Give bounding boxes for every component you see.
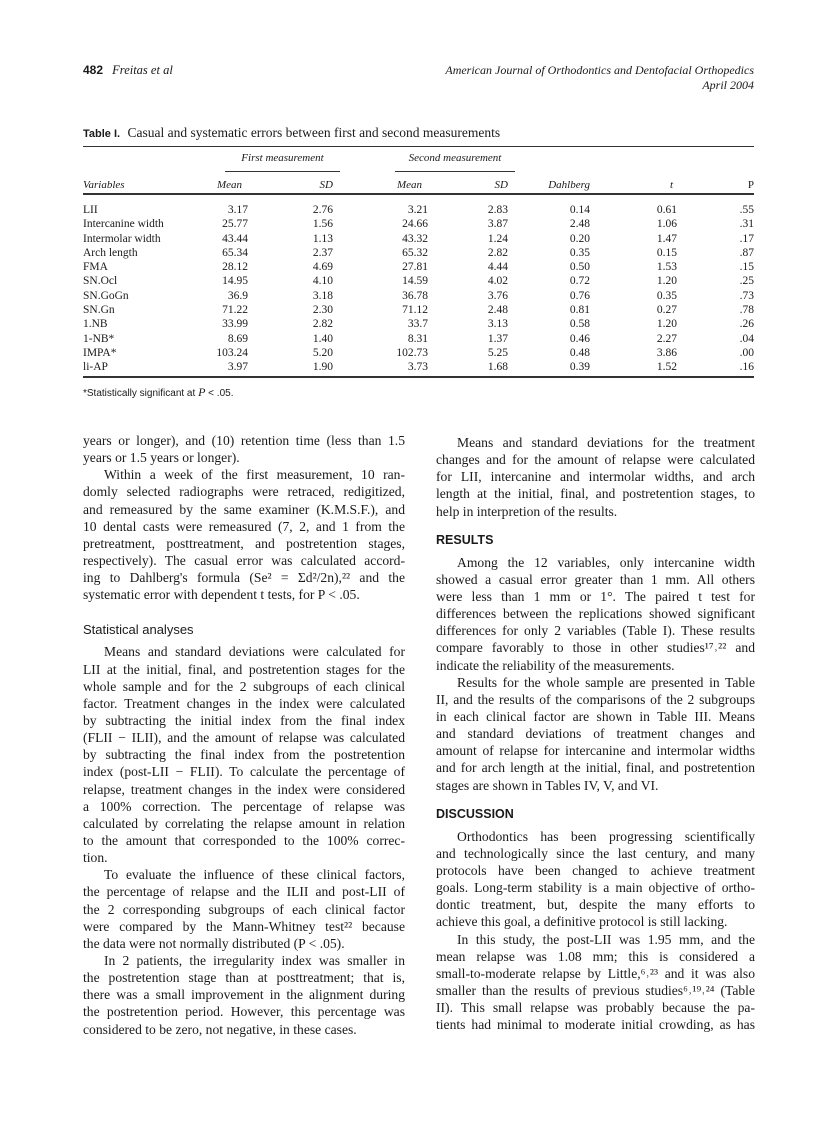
value-cell: 1.24	[487, 232, 508, 245]
left-text-column	[83, 432, 405, 1038]
paragraph	[436, 828, 755, 931]
text-line: 10 dental casts were remeasured (7, 2, and 1 from the	[83, 518, 405, 534]
text-line: the postretention period. However, this percentage was	[83, 1004, 405, 1020]
variable-name-cell: IMPA*	[83, 346, 117, 359]
variable-name-cell: 1.NB	[83, 318, 108, 331]
table-row	[83, 317, 754, 331]
value-cell: 1.37	[487, 332, 508, 345]
text-line: for LII, intercanine and intermolar widths, and arch	[436, 469, 755, 485]
value-cell: 5.20	[312, 346, 333, 359]
paragraph	[83, 866, 405, 952]
text-line: Within a week of the first measurement, 10 ran-	[104, 467, 405, 483]
footnote-suffix: < .05.	[205, 388, 234, 399]
table-bottom-rule	[83, 376, 754, 378]
value-cell: 0.35	[656, 289, 677, 302]
group-header-second-rule	[395, 171, 515, 172]
journal-name: American Journal of Orthodontics and Dentofacial Orthopedics	[445, 63, 754, 77]
text-line: considered to be zero, not negative, in these cases.	[83, 1021, 357, 1037]
paragraph	[83, 952, 405, 1038]
variable-name-cell: SN.Gn	[83, 304, 115, 317]
variable-name-cell: Intercanine width	[83, 218, 164, 231]
value-cell: 2.82	[487, 246, 508, 259]
value-cell: 1.68	[487, 361, 508, 374]
text-line: pretreatment, posttreatment, and postretention stages,	[83, 535, 405, 551]
text-line: compare favorably to those in other studies¹⁷˒²² and	[436, 640, 755, 656]
text-line: (FLII − ILII), and the amount of relapse was calculated	[83, 730, 405, 746]
value-cell: 3.18	[312, 289, 333, 302]
value-cell: 43.32	[402, 232, 428, 245]
value-cell: 2.30	[312, 304, 333, 317]
value-cell: 1.20	[656, 318, 677, 331]
text-line: dontic treatment, but, despite the many efforts to	[436, 897, 755, 913]
text-line: goals. Long-term stability is a main objective of ortho-	[436, 880, 755, 896]
text-line: small-to-moderate relapse by Little,⁶˒²³ and it was also	[436, 965, 755, 981]
value-cell: 24.66	[402, 218, 428, 231]
text-line: length at the initial, final, and postretention stages, to	[436, 486, 755, 502]
value-cell: 0.76	[569, 289, 590, 302]
footnote-p: P	[198, 385, 206, 399]
variable-name-cell: Arch length	[83, 246, 138, 259]
text-line: respectively). The casual error was calculated accord-	[83, 552, 405, 568]
text-line: in each clinical factor are shown in Table III. Means	[436, 708, 755, 724]
text-line: were compared by the Mann-Whitney test²² because	[83, 918, 405, 934]
variable-name-cell: Intermolar width	[83, 232, 161, 245]
table-row	[83, 289, 754, 303]
value-cell: 0.14	[569, 204, 590, 216]
value-cell: 0.39	[569, 361, 590, 374]
value-cell: 2.48	[487, 304, 508, 317]
value-cell: 5.25	[487, 346, 508, 359]
table-row	[83, 332, 754, 346]
paragraph	[83, 466, 405, 603]
text-line: tion.	[83, 850, 108, 866]
value-cell: 14.59	[402, 275, 428, 288]
column-header: Dahlberg	[548, 179, 590, 191]
text-line: there was a small improvement in the alignment during	[83, 987, 405, 1003]
value-cell: 1.90	[312, 361, 333, 374]
value-cell: 1.47	[656, 232, 677, 245]
text-line: Means and standard deviations were calculated for	[104, 644, 405, 660]
text-line: relapse, treatment changes in the index were considered	[83, 781, 405, 797]
text-line: tients had minimal to moderate initial crowding, as has	[436, 1017, 755, 1033]
table-row	[83, 260, 754, 274]
value-cell: 103.24	[216, 346, 248, 359]
text-line: the postretention stage than at posttreatment; that is,	[83, 970, 405, 986]
running-head-left	[83, 63, 173, 78]
text-line: calculated by correlating the relapse amount in relation	[83, 815, 405, 831]
value-cell: 1.06	[656, 218, 677, 231]
section-heading: RESULTS	[436, 532, 494, 547]
text-line: were less than 1 mm or 1°. The paired t test for	[436, 588, 755, 604]
value-cell: 0.20	[569, 232, 590, 245]
running-head-right	[445, 63, 754, 93]
variable-name-cell: LII	[83, 204, 98, 216]
text-line: domly selected radiographs were retraced, redigitized,	[83, 484, 405, 500]
text-line: LII at the initial, final, and postretention stages for the	[83, 661, 405, 677]
value-cell: 0.72	[569, 275, 590, 288]
value-cell: 1.56	[312, 218, 333, 231]
text-line: II). This small relapse was probably because the pa-	[436, 1000, 755, 1016]
text-line: to the amount that corresponded to the 100% correc-	[83, 832, 405, 848]
value-cell: .04	[739, 332, 754, 345]
table-label: Table I.	[83, 128, 121, 140]
value-cell: 36.9	[227, 289, 248, 302]
value-cell: .16	[739, 361, 754, 374]
value-cell: .26	[739, 318, 754, 331]
table-row	[83, 217, 754, 231]
value-cell: 14.95	[222, 275, 248, 288]
value-cell: 0.48	[569, 346, 590, 359]
text-line: and technologically since the last century, and many	[436, 845, 755, 861]
value-cell: 0.35	[569, 246, 590, 259]
value-cell: .87	[739, 246, 754, 259]
page-number: 482	[83, 63, 104, 77]
value-cell: 28.12	[222, 261, 248, 274]
text-line: the data were not normally distributed (P < .05).	[83, 935, 345, 951]
column-header: SD	[494, 179, 508, 191]
value-cell: 2.82	[312, 318, 333, 331]
value-cell: 71.22	[222, 304, 248, 317]
text-line: showed a casual error greater than 1 mm. All others	[436, 571, 755, 587]
text-line: ing to Dahlberg's formula (Se² = Σd²/2n),²² and the	[83, 570, 405, 586]
value-cell: 3.21	[407, 204, 428, 216]
value-cell: 4.10	[312, 275, 333, 288]
value-cell: 1.20	[656, 275, 677, 288]
footnote-text: *Statistically significant at	[83, 388, 199, 399]
table-row	[83, 303, 754, 317]
column-header: Mean	[216, 179, 242, 191]
text-line: years or 1.5 years or longer).	[83, 450, 240, 466]
value-cell: 3.97	[227, 361, 248, 374]
text-line: help in interpretion of the results.	[436, 503, 618, 519]
value-cell: .00	[739, 346, 754, 359]
value-cell: 36.78	[402, 289, 428, 302]
value-cell: 27.81	[402, 261, 428, 274]
value-cell: .73	[739, 289, 754, 302]
text-line: achieve this goal, a definitive protocol is still lacking.	[436, 914, 728, 930]
value-cell: 1.13	[312, 232, 333, 245]
value-cell: 1.52	[656, 361, 677, 374]
text-line: In 2 patients, the irregularity index was smaller in	[104, 952, 405, 968]
paragraph	[436, 931, 755, 1034]
value-cell: 33.99	[222, 318, 248, 331]
paragraph	[436, 554, 755, 674]
value-cell: 0.50	[569, 261, 590, 274]
paragraph	[436, 674, 755, 794]
right-text-column	[436, 434, 755, 1033]
variable-name-cell: SN.GoGn	[83, 289, 129, 302]
value-cell: 33.7	[407, 318, 428, 331]
column-header: Mean	[396, 179, 422, 191]
value-cell: 0.46	[569, 332, 590, 345]
variable-name-cell: SN.Ocl	[83, 275, 118, 288]
value-cell: .25	[739, 275, 754, 288]
text-line: II, and the results of the comparisons of the 2 subgroups	[436, 691, 755, 707]
text-line: index (post-LII − FLII). To calculate the percentage of	[83, 764, 405, 780]
value-cell: 1.53	[656, 261, 677, 274]
table-title: Casual and systematic errors between first and second measurements	[127, 125, 501, 140]
group-header-second: Second measurement	[408, 152, 502, 164]
text-line: protocols have been changed to achieve treatment	[436, 862, 755, 878]
paragraph	[83, 643, 405, 866]
value-cell: 3.73	[407, 361, 428, 374]
value-cell: 65.32	[402, 246, 428, 259]
value-cell: .78	[739, 304, 754, 317]
table-row	[83, 360, 754, 374]
value-cell: 3.17	[227, 204, 248, 216]
column-header: Variables	[83, 179, 125, 191]
value-cell: 0.15	[656, 246, 677, 259]
table-header-rule	[83, 193, 754, 195]
section-heading: Statistical analyses	[83, 622, 194, 638]
paragraph	[83, 432, 405, 466]
group-header-first-rule	[225, 171, 340, 172]
variable-name-cell: li-AP	[83, 361, 108, 374]
section-heading: DISCUSSION	[436, 806, 514, 821]
text-line: changes and for the amount of relapse were calculated	[436, 452, 755, 468]
value-cell: 4.44	[487, 261, 508, 274]
value-cell: 2.27	[656, 332, 677, 345]
text-line: Orthodontics has been progressing scientifically	[457, 828, 755, 844]
value-cell: 4.02	[487, 275, 508, 288]
text-line: Among the 12 variables, only intercanine width	[457, 554, 755, 570]
value-cell: 0.58	[569, 318, 590, 331]
table-row	[83, 194, 754, 217]
value-cell: 25.77	[222, 218, 248, 231]
variable-name-cell: 1-NB*	[83, 332, 115, 345]
text-line: In this study, the post-LII was 1.95 mm, and the	[457, 931, 755, 947]
variable-name-cell: FMA	[83, 261, 108, 274]
text-line: smaller than the results of previous studies⁶˒¹⁹˒²⁴ (Table	[436, 982, 755, 998]
text-line: and remeasured by the same examiner (K.M.S.F.), and	[83, 501, 405, 517]
text-line: by subtracting the final index from the postretention	[83, 747, 405, 763]
text-line: mean relapse was 1.08 mm; this is considered a	[436, 948, 755, 964]
text-line: by subtracting the initial index from the final index	[83, 712, 405, 728]
errors-table	[83, 176, 754, 375]
value-cell: 3.13	[487, 318, 508, 331]
issue-date: April 2004	[702, 78, 754, 92]
text-line: Means and standard deviations for the treatment	[457, 435, 755, 450]
value-cell: 43.44	[222, 232, 248, 245]
text-line: indicate the reliability of the measurements.	[436, 657, 675, 673]
text-line: factor. Treatment changes in the index were calculated	[83, 695, 405, 711]
value-cell: .55	[739, 204, 754, 216]
value-cell: .31	[739, 218, 754, 231]
text-line: and standard deviations of treatment changes and	[436, 726, 755, 742]
text-line: a 100% correction. The percentage of relapse was	[83, 798, 405, 814]
value-cell: 1.40	[312, 332, 333, 345]
value-cell: 2.48	[569, 218, 590, 231]
text-line: the percentage of relapse and the ILII and post-LII of	[83, 884, 405, 900]
text-line: To evaluate the influence of these clinical factors,	[104, 867, 405, 883]
text-line: amount of relapse for intercanine and intermolar widths	[436, 743, 755, 759]
value-cell: 0.81	[569, 304, 590, 317]
text-line: stages are shown in Tables IV, V, and VI.	[436, 777, 659, 793]
table-top-rule	[83, 146, 754, 147]
text-line: whole sample and for the 2 subgroups of each clinical	[83, 678, 405, 694]
group-header-first: First measurement	[241, 152, 324, 164]
value-cell: .17	[739, 232, 754, 245]
value-cell: 2.37	[312, 246, 333, 259]
paragraph	[436, 434, 755, 520]
text-line: Results for the whole sample are presented in Table	[457, 674, 755, 690]
text-line: and for arch length at the initial, final, and postretention	[436, 760, 755, 776]
table-row	[83, 346, 754, 360]
value-cell: 71.12	[402, 304, 428, 317]
value-cell: 2.76	[312, 204, 333, 216]
text-line: the 2 corresponding subgroups of each clinical factor	[83, 901, 405, 917]
value-cell: 65.34	[222, 246, 248, 259]
value-cell: 3.76	[487, 289, 508, 302]
value-cell: 3.87	[487, 218, 508, 231]
column-header: SD	[319, 179, 333, 191]
value-cell: 0.27	[656, 304, 677, 317]
column-header: P	[747, 179, 754, 191]
table-footnote	[83, 385, 233, 400]
table-body	[83, 194, 754, 375]
table-caption	[83, 125, 500, 141]
value-cell: 8.69	[227, 332, 248, 345]
text-line: differences for only 2 variables (Table I). These results	[436, 623, 755, 639]
table-row	[83, 232, 754, 246]
value-cell: 2.83	[487, 204, 508, 216]
value-cell: .15	[739, 261, 754, 274]
table-row	[83, 274, 754, 288]
value-cell: 8.31	[407, 332, 428, 345]
value-cell: 3.86	[656, 346, 677, 359]
value-cell: 4.69	[312, 261, 333, 274]
value-cell: 102.73	[396, 346, 428, 359]
text-line: differences between the replications showed significant	[436, 606, 755, 622]
column-header: t	[669, 179, 673, 191]
value-cell: 0.61	[656, 204, 677, 216]
text-line: systematic error with dependent t tests, for P < .05.	[83, 587, 360, 603]
text-line: years or longer), and (10) retention time (less than 1.5	[83, 433, 405, 448]
table-row	[83, 246, 754, 260]
running-head-authors: Freitas et al	[112, 63, 173, 77]
table-header-row	[83, 176, 754, 194]
